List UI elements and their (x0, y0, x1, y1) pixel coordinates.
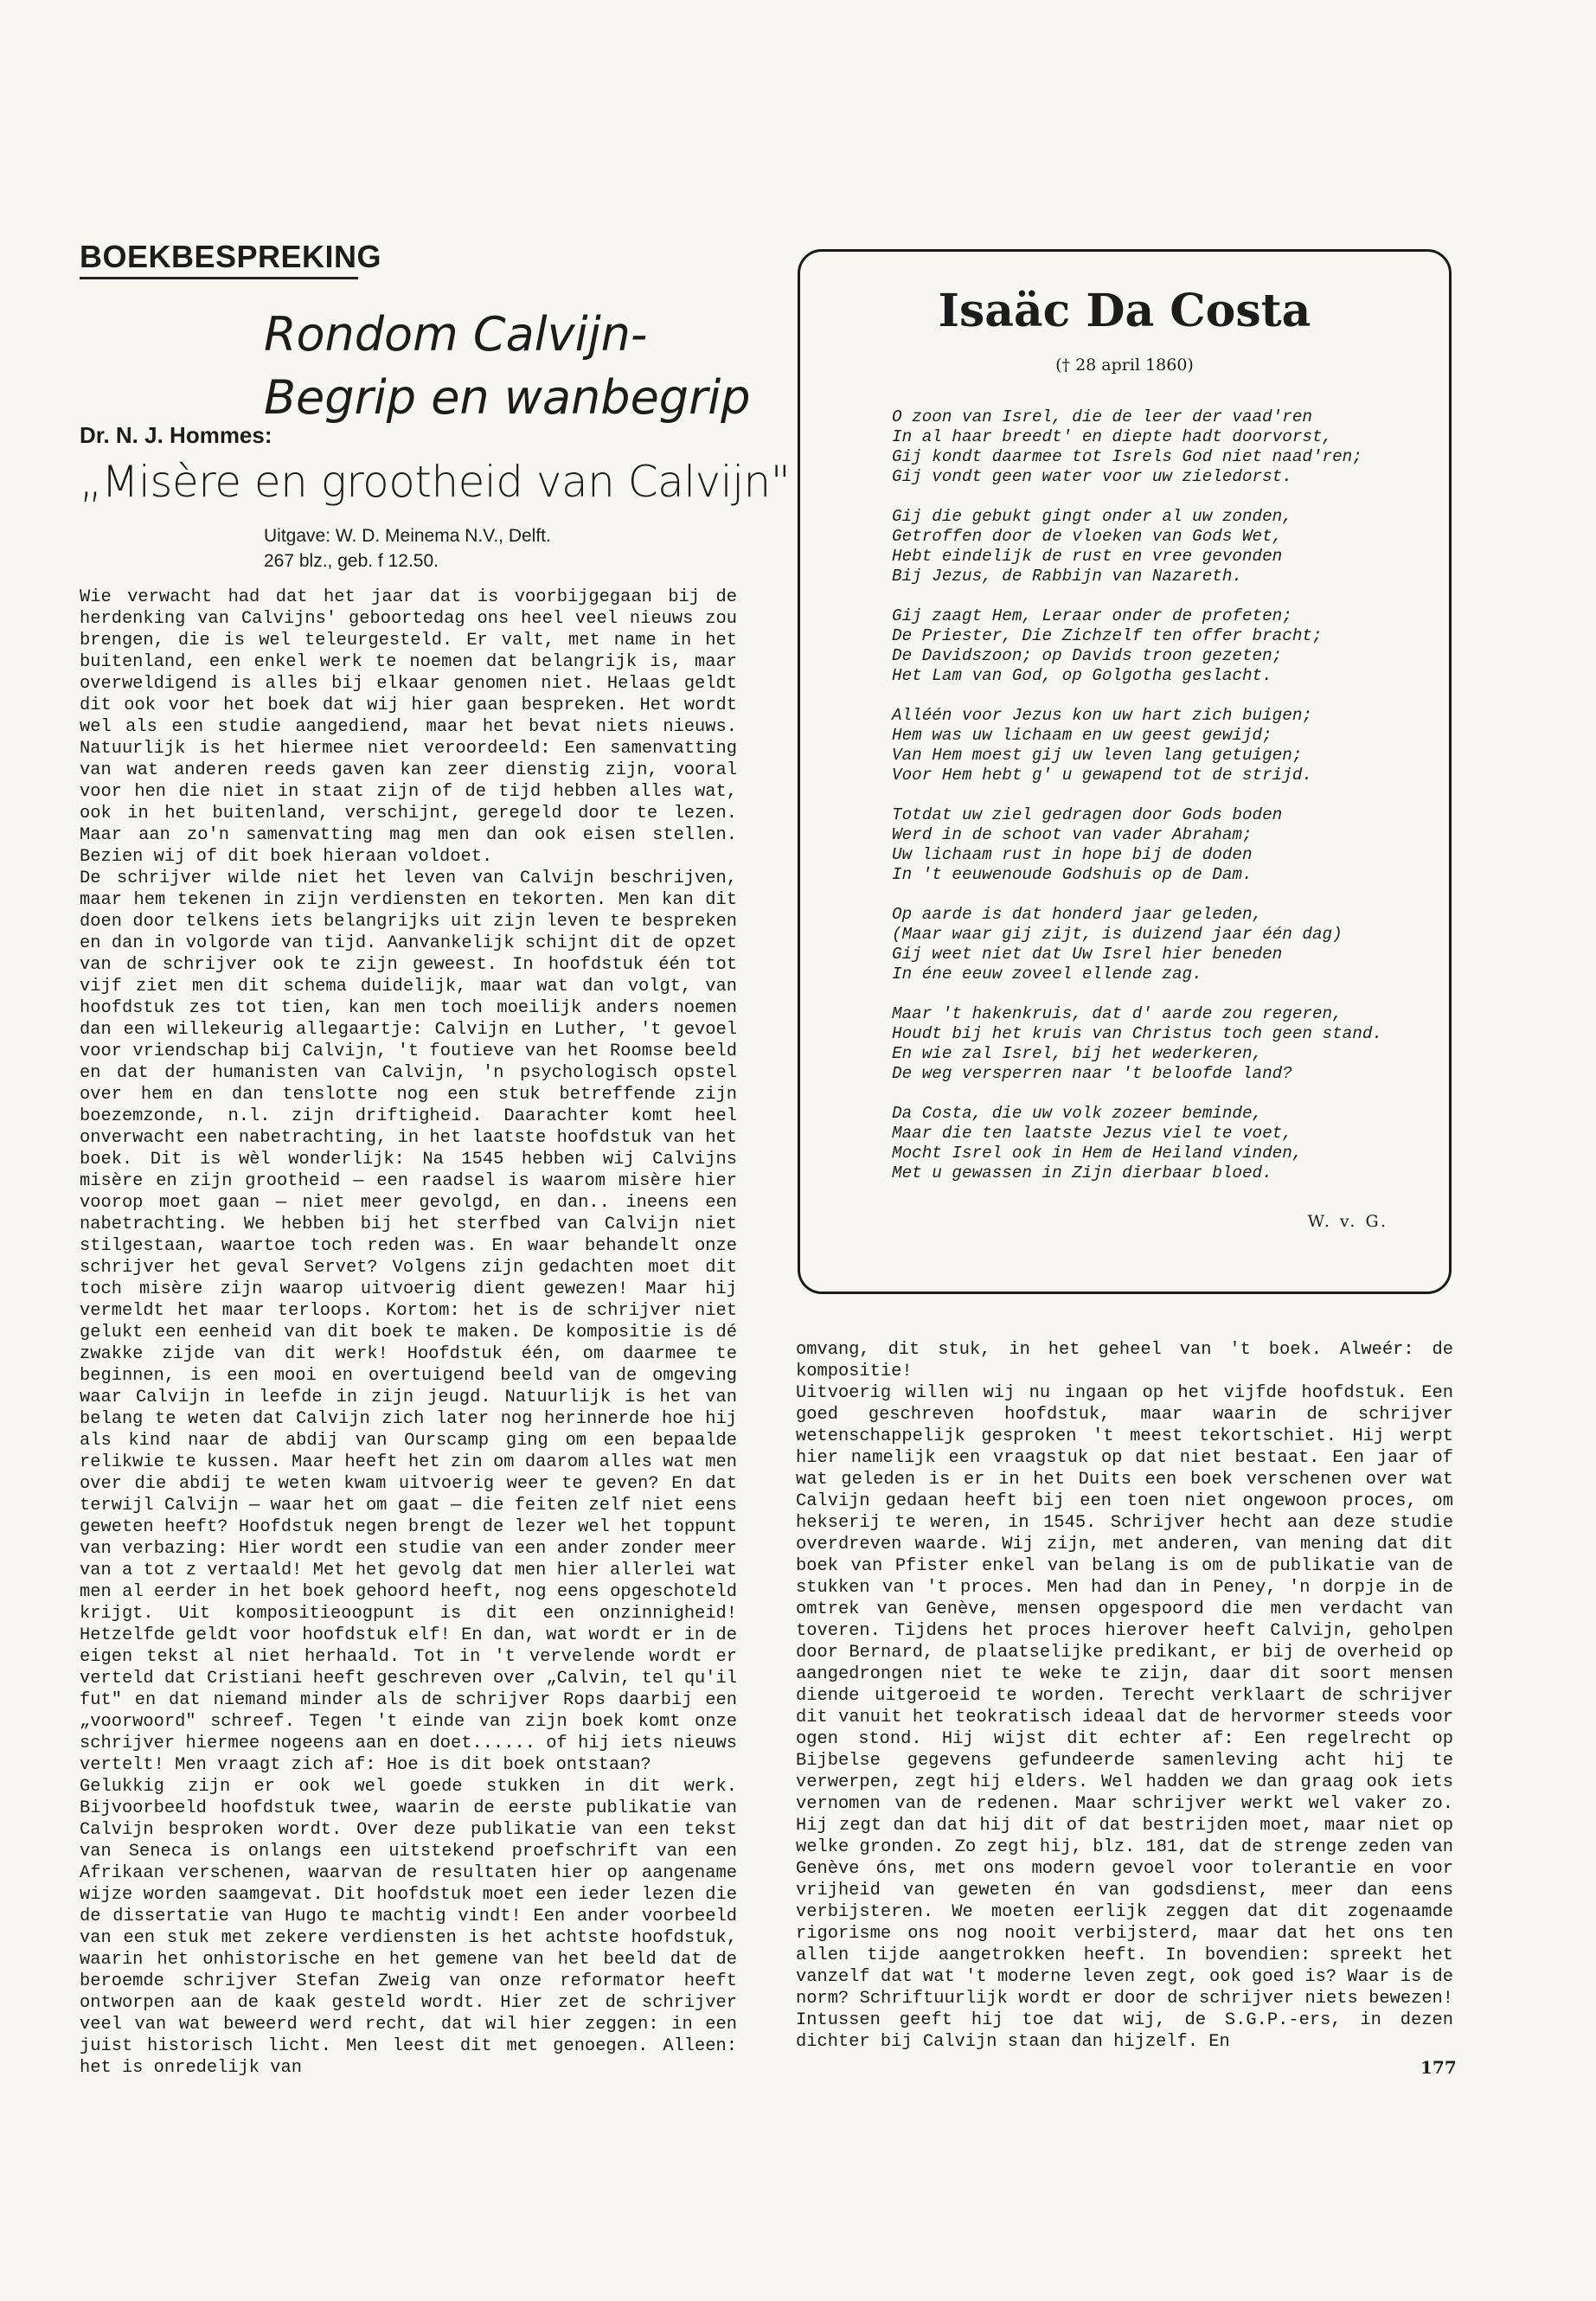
book-author: Dr. N. J. Hommes: (80, 422, 272, 448)
paragraph: Gelukkig zijn er ook wel goede stukken in dit werk. Bijvoorbeeld hoofdstuk twee, waarin de eerste publikatie van Calvijn besproken wordt. Over deze publikatie van een tekst van Seneca is onlangs een uitstekend proefschrift van een Afrikaan verschenen, waarvan de resultaten hier op aangename wijze worden saamgevat. Dit hoofdstuk moet een ieder lezen die de dissertatie van Hugo te machtig vindt! Een ander voorbeeld van een stuk met zekere verdiensten is het achtste hoofdstuk, waarin het onhistorische en het gemene van het beeld dat de beroemde schrijver Stefan Zweig van onze reformator heeft ontworpen aan de kaak gesteld wordt. Hier zet de schrijver veel van wat beweerd werd recht, dat wil hier zeggen: in een juist historisch licht. Men leest dit met genoegen. Alleen: het is onredelijk van (80, 1777, 737, 2078)
poem-line: Gij vondt geen water voor uw zieledorst. (892, 467, 1292, 486)
poem-line: Van Hem moest gij uw leven lang getuigen; (892, 746, 1303, 765)
poem-stanza (892, 1104, 1428, 1183)
poem-line: In al haar breedt' en diepte hadt doorvorst, (892, 427, 1333, 446)
poem-line: Totdat uw ziel gedragen door Gods boden (892, 805, 1283, 824)
poem-line: Maar die ten laatste Jezus viel te voet, (892, 1124, 1292, 1143)
poem-box (798, 249, 1452, 1294)
poem-stanza (892, 1004, 1428, 1084)
poem-line: De weg versperren naar 't beloofde land? (892, 1064, 1292, 1083)
section-label: BOEKBESPREKING (80, 239, 382, 274)
paragraph: Wie verwacht had dat het jaar dat is voorbijgegaan bij de herdenking van Calvijns' geboortedag ons heel veel nieuws zou brengen, die is wel teleurgesteld. Er valt, met name in het buitenland, een enkel werk te noemen dat belangrijk is, maar overweldigend is alles bij elkaar genomen niet. Helaas geldt dit ook voor het boek dat wij hier gaan bespreken. Het wordt wel als een studie aangediend, maar het bevat niets nieuws. Natuurlijk is het hiermee niet veroordeeld: Een samenvatting van wat anderen reeds gaven kan zeer dienstig zijn, vooral voor hen die niet in staat zijn of de tijd hebben alles wat, ook in het buitenland, verschijnt, geregeld door te lezen. Maar aan zo'n samenvatting mag men dan ook eisen stellen. Bezien wij of dit boek hieraan voldoet. (80, 587, 737, 867)
poem-line: Het Lam van God, op Golgotha geslacht. (892, 666, 1272, 685)
book-title: „Misère en grootheid van Calvijn" (80, 457, 791, 507)
paragraph: omvang, dit stuk, in het geheel van 't boek. Alweér: de kompositie! (796, 1340, 1453, 1381)
poem-stanza (892, 407, 1428, 487)
poem-stanza (892, 905, 1428, 984)
poem-line: Mocht Isrel ook in Hem de Heiland vinden, (892, 1144, 1303, 1163)
poem-line: Bij Jezus, de Rabbijn van Nazareth. (892, 567, 1242, 586)
poem-stanza (892, 706, 1428, 785)
poem-line: In éne eeuw zoveel ellende zag. (892, 965, 1202, 984)
poem-stanza (892, 606, 1428, 686)
poem-date: († 28 april 1860) (1055, 356, 1194, 375)
poem-line: Gij die gebukt gingt onder al uw zonden, (892, 507, 1292, 526)
publication-info (264, 523, 551, 574)
paragraph: Uitvoerig willen wij nu ingaan op het vijfde hoofdstuk. Een goed geschreven hoofdstuk, maar waarin de schrijver wetenschappelijk gesproken 't meest tekortschiet. Hij werpt hier namelijk een vraagstuk op dat niet bestaat. Een jaar of wat geleden is er in het Duits een boek verschenen over wat Calvijn gedaan heeft bij een toen niet ongewoon proces, om hekserij te weren, in 1545. Schrijver hecht aan deze studie overdreven waarde. Wij zijn, met anderen, van mening dat dit boek van Pfister enkel van belang is om de publikatie van de stukken van 't proces. Men had dan in Peney, 'n dorpje in de omtrek van Genève, mensen opgespoord die men verdacht van toveren. Tijdens het proces hierover heeft Calvijn, geholpen door Bernard, de plaatselijke predikant, er bij de overheid op aangedrongen niet te weke te zijn, daar dit soort mensen diende uitgeroeid te worden. Terecht verklaart de schrijver dit vanuit het teokratisch ideaal dat de hervormer steeds voor ogen stond. Hij wijst dit echter af: Een regelrecht op Bijbelse gegevens gefundeerde samenleving acht hij te verwerpen, zegt hij elders. Wel hadden we dan graag ook iets vernomen van de redenen. Maar schrijver werkt wel vaker zo. Hij zegt dan dat hij dit of dat bestrijden moet, maar niet op welke gronden. Zo zegt hij, blz. 181, dat de strenge zeden van Genève óns, met ons modern gevoel voor tolerantie en voor vrijheid van geweten én van godsdienst, meer dan eens verbijsteren. We moeten eerlijk zeggen dat dit zogenaamde rigorisme ons nog nooit verbijsterd, maar dat het ons ten allen tijde aangetrokken heeft. In bovendien: spreekt het vanzelf dat wat 't moderne leven zegt, ook goed is? Waar is de norm? Schriftuurlijk wordt er door de schrijver niets bewezen! Intussen geeft hij toe dat wij, de S.G.P.-ers, in dezen dichter bij Calvijn staan dan hijzelf. En (796, 1383, 1453, 2052)
poem-line: Alléén voor Jezus kon uw hart zich buigen; (892, 706, 1312, 725)
poem-line: Uw lichaam rust in hope bij de doden (892, 845, 1253, 864)
poem-line: O zoon van Isrel, die de leer der vaad'ren (892, 407, 1312, 426)
poem-line: Gij weet niet dat Uw Isrel hier beneden (892, 945, 1283, 964)
paragraph: De schrijver wilde niet het leven van Calvijn beschrijven, maar hem tekenen in zijn verdiensten en tekorten. Men kan dit doen door telkens iets belangrijks uit zijn leven te bespreken en dan in volgorde van tijd. Aanvankelijk schijnt dit de opzet van de schrijver ook te zijn geweest. In hoofdstuk één tot vijf ziet men dit schema duidelijk, maar wat dan volgt, van hoofdstuk zes tot tien, kan men toch moeilijk anders noemen dan een willekeurig allegaartje: Calvijn en Luther, 't gevoel voor vriendschap bij Calvijn, 't foutieve van het Roomse beeld en dat der humanisten van Calvijn, 'n psychologisch opstel over hem en dan tenslotte nog een stuk betreffende zijn boezemzonde, n.l. zijn driftigheid. Daarachter komt heel onverwacht een nabetrachting, in het laatste hoofdstuk van het boek. Dit is wèl wonderlijk: Na 1545 hebben wij Calvijns misère en zijn grootheid — een raadsel is waarom misère hier voorop moet gaan — niet meer gevolgd, en dan.. ineens een nabetrachting. We hebben bij het sterfbed van Calvijn niet stilgestaan, waartoe toch reden was. En waar behandelt onze schrijver het geval Servet? Volgens zijn gedachten moet dit toch misère zijn waarop uitvoerig dient gewezen! Maar hij vermeldt het maar terloops. Kortom: het is de schrijver niet gelukt een eenheid van dit boek te maken. De kompositie is dé zwakke zijde van dit werk! Hoofdstuk één, om daarmee te beginnen, is een mooi en overtuigend beeld van de omgeving waar Calvijn in leefde in zijn jeugd. Natuurlijk is het van belang te weten dat Calvijn zich later nog herinnerde hoe hij als kind naar de abdij van Ourscamp ging om een bepaalde relikwie te kussen. Maar heeft het zin om daarom alles wat men over die abdij te weten kwam uitvoerig weer te geven? En dat terwijl Calvijn — waar het om gaat — die feiten zelf niet eens geweten heeft? Hoofdstuk negen brengt de lezer wel het toppunt van verbazing: Hier wordt een studie van een ander zonder meer van a tot z vertaald! Met het gevolg dat men hier allerlei wat men al eerder in het boek gehoord heeft, nog eens opgeschoteld krijgt. Uit kompositieoogpunt is dit een onzinnighеid! Hetzelfde geldt voor hoofdstuk elf! En dan, wat wordt er in de eigen tekst al niet herhaald. Tot in 't vervelende wordt er verteld dat Cristiani heeft geschreven over „Calvin, tel qu'il fut" en dat niemand minder als de schrijver Rops daarbij een „voorwoord" schreef. Tegen 't einde van zijn boek komt onze schrijver hiermee nogeens aan en doet...... of hij iets nieuws vertelt! Men vraagt zich af: Hoe is dit boek ontstaan? (80, 868, 737, 1775)
poem-line: Voor Hem hebt g' u gewapend tot de strijd. (892, 766, 1312, 785)
poem-line: Hem was uw lichaam en uw geest gewijd; (892, 726, 1272, 745)
poem-line: De Davidszoon; op Davids troon gezeten; (892, 646, 1283, 665)
article-title (264, 303, 751, 429)
publisher-line: Uitgave: W. D. Meinema N.V., Delft. (264, 526, 551, 546)
left-column (80, 586, 737, 2078)
poem-line: Werd in de schoot van vader Abraham; (892, 825, 1253, 844)
poem-line: Gij kondt daarmee tot Isrels God niet naad'ren; (892, 447, 1362, 466)
poem-line: Gij zaagt Hem, Leraar onder de profeten; (892, 606, 1292, 625)
right-column (796, 1339, 1453, 2052)
poem-line: Op aarde is dat honderd jaar geleden, (892, 905, 1263, 924)
poem-stanza (892, 805, 1428, 885)
poem-line: Houdt bij het kruis van Christus toch geen stand. (892, 1024, 1382, 1043)
poem-line: En wie zal Isrel, bij het wederkeren, (892, 1044, 1263, 1063)
section-rule (80, 277, 358, 279)
poem-line: In 't eeuwenoude Godshuis op de Dam. (892, 865, 1253, 884)
poem-line: De Priester, Die Zichzelf ten offer bracht; (892, 626, 1323, 645)
page-number: 177 (1420, 2057, 1457, 2078)
poem-line: Da Costa, die uw volk zozeer beminde, (892, 1104, 1263, 1123)
poem-line: Getroffen door de vloeken van Gods Wet, (892, 527, 1283, 546)
poem-body (892, 407, 1428, 1203)
poem-line: Maar 't hakenkruis, dat d' aarde zou regeren, (892, 1004, 1343, 1023)
poem-stanza (892, 507, 1428, 586)
title-line-2: Begrip en wanbegrip (264, 370, 751, 425)
poem-signature: W. v. G. (1307, 1212, 1388, 1231)
poem-title: Isaäc Da Costa (938, 285, 1311, 337)
title-line-1: Rondom Calvijn- (264, 307, 648, 362)
poem-line: Met u gewassen in Zijn dierbaar bloed. (892, 1163, 1272, 1183)
poem-line: Hebt eindelijk de rust en vree gevonden (892, 547, 1283, 566)
poem-line: (Maar waar gij zijt, is duizend jaar één dag) (892, 925, 1343, 944)
price-line: 267 blz., geb. f 12.50. (264, 551, 439, 571)
